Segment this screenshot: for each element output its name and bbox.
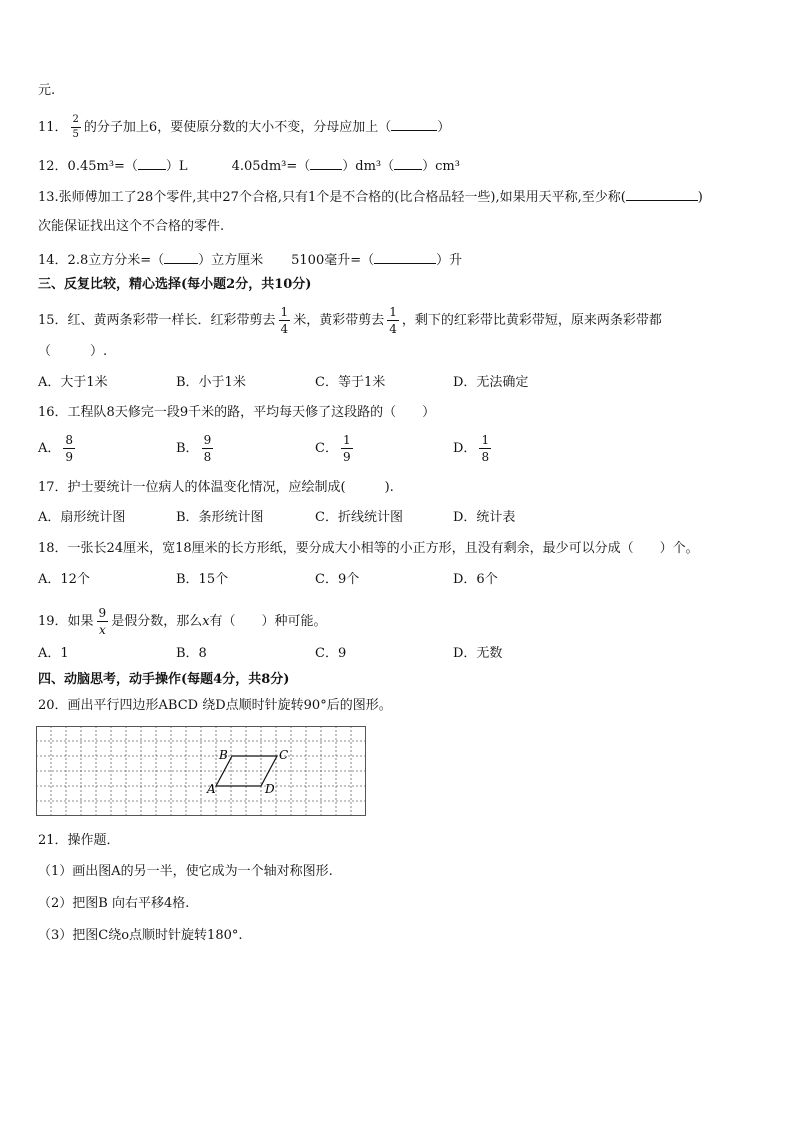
- option-a[interactable]: A．大于1米: [38, 375, 108, 390]
- question-13-line2: 次能保证找出这个不合格的零件.: [38, 219, 225, 234]
- question-18: 18．一张长24厘米，宽18厘米的长方形纸，要分成大小相等的小正方形，且没有剩余，最少可以分成（ ）个。: [38, 541, 699, 556]
- section-4-heading: 四、动脑思考，动手操作(每题4分，共8分): [38, 672, 290, 687]
- option-c[interactable]: C．折线统计图: [315, 510, 403, 525]
- answer-blank[interactable]: [374, 250, 436, 264]
- parallelogram-grid: [36, 726, 366, 816]
- option-d[interactable]: D．无数: [453, 646, 503, 661]
- question-13: 13.张师傅加工了28个零件,其中27个合格,只有1个是不合格的(比合格品轻一些),如果用天平称,至少称( ): [38, 187, 703, 207]
- option-a[interactable]: A．12个: [38, 572, 90, 587]
- continued-line: 元.: [38, 83, 56, 98]
- option-b[interactable]: B． $\frac{9}{8}$: [176, 433, 212, 464]
- vertex-label-d: D: [265, 782, 275, 796]
- question-11: 11． $\frac{2}{5}$ 的分子加上6，要使原分数的大小不变，分母应加上（ ）: [38, 114, 451, 140]
- question-16: 16．工程队8天修完一段9千米的路，平均每天修了这段路的（ ）: [38, 405, 436, 420]
- option-a[interactable]: A．1: [38, 646, 69, 661]
- answer-blank[interactable]: [310, 156, 342, 170]
- fraction: $\frac{2}{5}$: [72, 114, 79, 140]
- vertex-label-b: B: [219, 748, 228, 762]
- question-21: 21．操作题．: [38, 833, 120, 848]
- option-b[interactable]: B．小于1米: [176, 375, 246, 390]
- question-20: 20．画出平行四边形ABCD 绕D点顺时针旋转90°后的图形。: [38, 698, 392, 713]
- option-d[interactable]: D．统计表: [453, 510, 516, 525]
- vertex-label-a: A: [207, 782, 216, 796]
- option-c[interactable]: C．9个: [315, 572, 360, 587]
- question-19: 19．如果 $\frac{9}{x}$ 是假分数，那么x有（ ）种可能。: [38, 606, 327, 637]
- answer-blank[interactable]: [626, 187, 698, 201]
- answer-blank[interactable]: [164, 250, 198, 264]
- question-21-item-3: （3）把图C绕o点顺时针旋转180°.: [38, 928, 243, 943]
- answer-blank[interactable]: [391, 117, 437, 131]
- fraction: $\frac{9}{x}$: [98, 606, 107, 637]
- question-21-item-2: （2）把图B 向右平移4格.: [38, 896, 190, 911]
- option-b[interactable]: B．条形统计图: [176, 510, 264, 525]
- fraction: $\frac{1}{4}$: [389, 305, 397, 336]
- answer-blank[interactable]: [138, 156, 166, 170]
- question-21-item-1: （1）画出图A的另一半，使它成为一个轴对称图形.: [38, 864, 333, 879]
- answer-blank[interactable]: [394, 156, 422, 170]
- question-12: 12．0.45m³=（ ）L 4.05dm³=（ ）dm³（ ）cm³: [38, 156, 460, 176]
- option-b[interactable]: B．15个: [176, 572, 229, 587]
- option-a[interactable]: A．扇形统计图: [38, 510, 126, 525]
- option-c[interactable]: C． $\frac{1}{9}$: [315, 433, 351, 464]
- section-3-heading: 三、反复比较，精心选择(每小题2分，共10分): [38, 277, 312, 292]
- option-b[interactable]: B．8: [176, 646, 207, 661]
- question-15-line2: （ ）.: [38, 344, 108, 359]
- fraction: $\frac{1}{4}$: [280, 305, 289, 336]
- question-14: 14．2.8立方分米=（ ）立方厘米 5100毫升=（ ）升: [38, 250, 462, 270]
- question-15: 15．红、黄两条彩带一样长．红彩带剪去 $\frac{1}{4}$ 米，黄彩带剪去 $\frac{1}{4}$ ，剩下的红彩带比黄彩带短，原来两条彩带都: [38, 305, 662, 336]
- option-d[interactable]: D．无法确定: [453, 375, 529, 390]
- option-d[interactable]: D．6个: [453, 572, 498, 587]
- vertex-label-c: C: [279, 748, 289, 762]
- option-a[interactable]: A． $\frac{8}{9}$: [38, 433, 74, 464]
- option-c[interactable]: C．9: [315, 646, 347, 661]
- grid-figure: [36, 726, 366, 816]
- option-c[interactable]: C．等于1米: [315, 375, 386, 390]
- question-17: 17．护士要统计一位病人的体温变化情况，应绘制成( ).: [38, 480, 394, 495]
- option-d[interactable]: D． $\frac{1}{8}$: [453, 433, 490, 464]
